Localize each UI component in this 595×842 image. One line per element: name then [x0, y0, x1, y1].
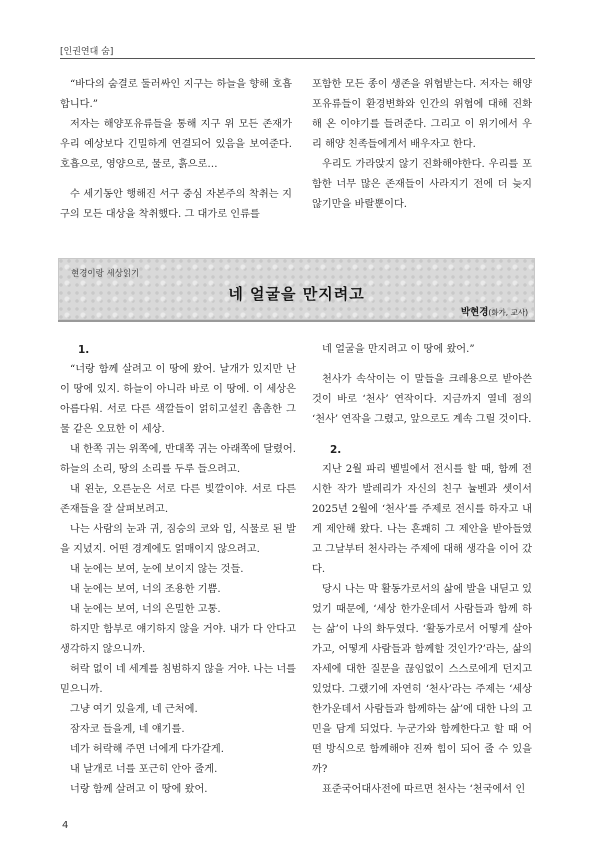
author-byline — [461, 304, 528, 318]
poem-line: 내 눈에는 보여, 너의 은밀한 고통. — [70, 604, 221, 615]
paragraph: 표준국어대사전에 따르면 천사는 ‘천국에서 인 — [322, 784, 526, 795]
paragraph: 포함한 모든 종이 생존을 위협받는다. 저자는 해양포유류들이 환경변화와 인간의 위협에 대해 진화해 온 이야기를 들려준다. 그리고 이 위기에서 우리 해양 친족들에게서 배우자고 한다. — [312, 79, 532, 150]
section-heading: 2. — [330, 444, 342, 456]
paragraph: 네 얼굴을 만지려고 이 땅에 왔어.” — [322, 344, 475, 355]
paragraph: 수 세기동안 행해진 서구 중심 자본주의 착취는 지구의 모든 대상을 착취했다. 그 대가로 인류를 — [60, 189, 292, 220]
poem-line: 내 날개로 너를 포근히 안아 줄게. — [70, 764, 218, 775]
poem-line: 그냥 여기 있을게, 네 근처에. — [70, 704, 198, 715]
poem-line: 너랑 함께 살려고 이 땅에 왔어. — [70, 784, 208, 795]
page-number: 4 — [62, 820, 69, 831]
poem-line: 네가 허락해 주면 너에게 다가갈게. — [70, 744, 224, 755]
paragraph: 내 왼눈, 오른눈은 서로 다른 빛깔이야. 서로 다른 존재들을 잘 살펴보려고. — [60, 484, 296, 515]
paragraph: 우리도 가라앉지 않기 진화해야한다. 우리를 포함한 너무 많은 존재들이 사라지기 전에 더 늦지 않기만을 바랄뿐이다. — [312, 159, 532, 210]
author-note: (화가, 교사) — [488, 308, 528, 317]
header-divider — [60, 58, 535, 59]
series-label: 현경이랑 세상읽기 — [71, 269, 140, 279]
poem-line: 잠자코 들을게, 네 얘기를. — [70, 724, 185, 735]
article-right-column — [312, 340, 532, 800]
author-name: 박현경 — [460, 307, 489, 318]
article-banner — [58, 258, 535, 320]
paragraph: 허락 없이 네 세계를 침범하지 않을 거야. 나는 너를 믿으니까. — [60, 664, 296, 695]
paragraph: 천사가 속삭이는 이 말들을 크레용으로 받아쓴 것이 바로 ‘천사’ 연작이다. 지금까지 열네 점의 ‘천사’ 연작을 그렸고, 앞으로도 계속 그릴 것이다. — [312, 374, 532, 425]
paragraph: “바다의 숨결로 둘러싸인 지구는 하늘을 향해 호흡합니다.” — [60, 79, 292, 110]
paragraph: 지난 2월 파리 벨빌에서 전시를 할 때, 함께 전시한 작가 발레리가 자신의 친구 뉼벤과 셋이서 2025년 2월에 ‘천사’를 주제로 전시를 하자고 내게 제안해 왔다. 나는 흔쾌히 그 제안을 받아들였고 그날부터 천사라는 주제에 대해 생각을 이어 갔다. — [312, 464, 532, 575]
paragraph: 하지만 함부로 얘기하지 않을 거야. 내가 다 안다고 생각하지 않으니까. — [60, 624, 296, 655]
paragraph: 나는 사람의 눈과 귀, 짐승의 코와 입, 식물로 된 발을 지녔지. 어떤 경계에도 얽매이지 않으려고. — [60, 524, 296, 555]
poem-line: 내 눈에는 보여, 너의 조용한 기쁨. — [70, 584, 221, 595]
paragraph: 당시 나는 막 활동가로서의 삶에 발을 내딛고 있었기 때문에, ‘세상 한가운데서 사람들과 함께 하는 삶’이 나의 화두였다. ‘활동가로서 어떻게 살아가고, 어떻게 사람들과 함께할 것인가?’라는, 삶의 자세에 대한 질문을 끊임없이 스스로에게 던지고 있었다. 그랬기에 자연히 ‘천사’라는 주제는 ‘세상 한가운데서 사람들과 함께하는 삶’에 대한 나의 고민을 담게 되었다. 누군가와 함께한다고 할 때 어떤 방식으로 함께해야 진짜 힘이 되어 줄 수 있을까? — [312, 584, 532, 775]
article-left-column — [60, 340, 296, 800]
paragraph: “너랑 함께 살려고 이 땅에 왔어. 날개가 있지만 난 이 땅에 있지. 하늘이 아니라 바로 이 땅에. 이 세상은 아름다워. 서로 다른 색깔들이 얽히고설킨 촘촘한 그물 같은 오묘한 이 세상. — [60, 364, 296, 435]
previous-article-left-column — [60, 75, 292, 225]
paragraph: 저자는 해양포유류들을 통해 지구 위 모든 존재가 우리 예상보다 긴밀하게 연결되어 있음을 보여준다. 호흡으로, 영양으로, 물로, 흙으로… — [60, 119, 292, 170]
section-heading: 1. — [78, 344, 90, 356]
article-title: 네 얼굴을 만지려고 — [228, 285, 365, 303]
banner-divider — [58, 320, 535, 322]
poem-line: 내 눈에는 보여, 눈에 보이지 않는 것들. — [70, 564, 244, 575]
previous-article-right-column — [312, 75, 532, 215]
running-header: [인권연대 숨] — [60, 47, 114, 57]
paragraph: 내 한쪽 귀는 위쪽에, 반대쪽 귀는 아래쪽에 달렸어. 하늘의 소리, 땅의 소리를 두루 들으려고. — [60, 444, 296, 475]
